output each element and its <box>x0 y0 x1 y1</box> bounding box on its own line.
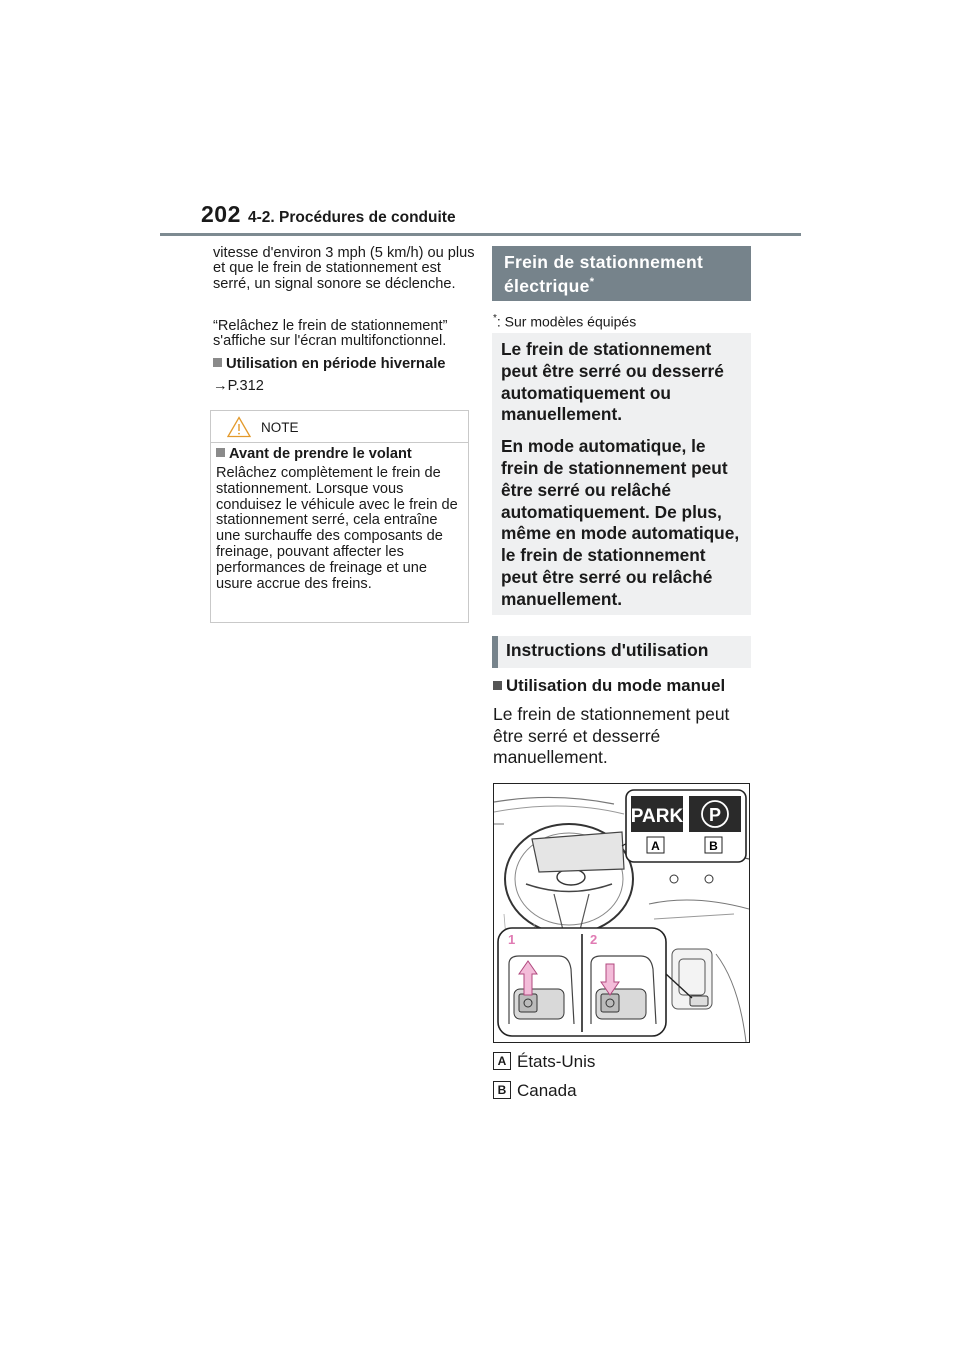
page-number: 202 <box>201 201 241 227</box>
banner-title: Frein de stationnement électrique <box>504 252 704 296</box>
legend-item <box>493 1052 595 1072</box>
body-paragraph: Le frein de stationnement peut être serré et desserré manuellement. <box>493 704 730 767</box>
legend-item <box>493 1081 577 1101</box>
square-bullet-icon <box>493 681 502 690</box>
subheading <box>493 676 725 696</box>
parking-brake-figure <box>493 783 750 1043</box>
legend-key: A <box>493 1052 511 1070</box>
body-paragraph: vitesse d'environ 3 mph (5 km/h) ou plus et que le frein de stationnement est serré, un signal sonore se déclenche. <box>213 245 475 292</box>
dashboard-illustration <box>494 784 749 1042</box>
footnote-text: : Sur modèles équipés <box>496 313 637 330</box>
body-paragraph: “Relâchez le frein de stationnement” s'affiche sur l'écran multifonctionnel. <box>213 318 448 350</box>
legend-text: Canada <box>517 1081 577 1100</box>
p-label: P <box>708 805 722 825</box>
banner-asterisk: * <box>589 276 595 288</box>
park-label: PARK <box>630 806 684 827</box>
note-header <box>211 411 468 443</box>
square-bullet-icon <box>213 358 222 367</box>
step-2-label: 2 <box>590 932 598 947</box>
warning-triangle-icon <box>227 416 251 438</box>
section-title: 4-2. Procédures de conduite <box>248 209 456 226</box>
summary-paragraph: Le frein de stationnement peut être serré ou desserré automatiquement ou manuellement. <box>501 339 724 425</box>
subheading-text: Utilisation en période hivernale <box>226 356 446 372</box>
note-box <box>210 410 469 623</box>
step-1-label: 1 <box>508 932 516 947</box>
header-rule <box>160 233 801 236</box>
legend-key: B <box>493 1081 511 1099</box>
subheading <box>213 356 475 372</box>
note-subtitle <box>216 446 412 462</box>
footnote-mark: * <box>493 313 497 324</box>
summary-box <box>492 333 751 615</box>
callout-label-a: A <box>651 839 660 853</box>
footnote <box>493 313 636 330</box>
summary-paragraph: En mode automatique, le frein de stationnement peut être serré ou relâché automatiquement. De plus, même en mode automatique, le frein de stationnement peut être serré ou relâché manuellement. <box>501 436 740 609</box>
instructions-banner: Instructions d'utilisation <box>492 636 751 668</box>
callout-label-b: B <box>709 839 718 853</box>
note-title: NOTE <box>261 420 299 435</box>
note-text: Relâchez complètement le frein de stationnement. Lorsque vous conduisez le véhicule avec le frein de stationnement serré, cela entraîne une surchauffe des composants de freinage, pouvant affecter les performances de freinage et une usure accrue des freins. <box>216 465 458 592</box>
note-subtitle-text: Avant de prendre le volant <box>229 446 412 462</box>
chapter-banner <box>492 246 751 301</box>
square-bullet-icon <box>216 448 225 457</box>
legend-text: États-Unis <box>517 1052 596 1071</box>
subheading-text: Utilisation du mode manuel <box>506 676 726 695</box>
page-reference[interactable]: →P.312 <box>213 378 264 394</box>
